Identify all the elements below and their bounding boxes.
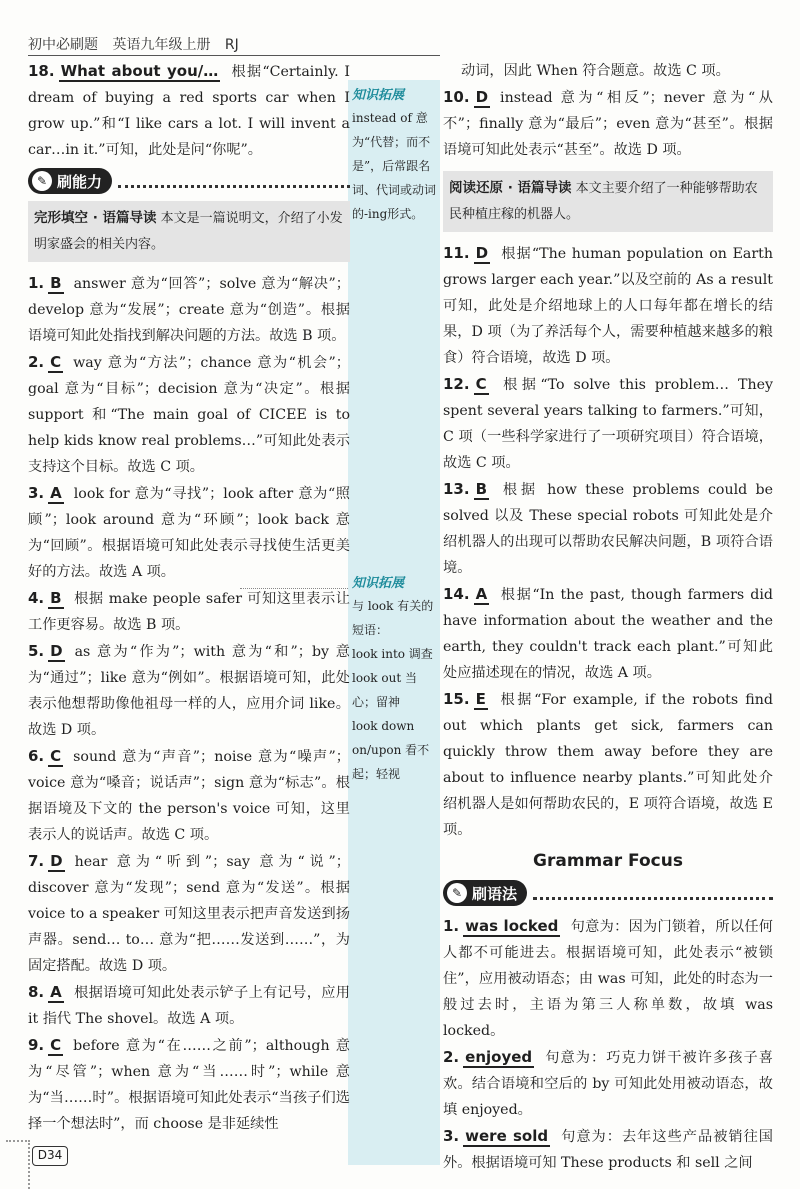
answer-item xyxy=(28,848,350,979)
item-answer: B xyxy=(475,480,488,498)
section-badge xyxy=(28,168,112,194)
item-explanation: 根据“To solve this problem… They spent several years talking to farmers.”可知，C 项（一些科学家进行了一项研究项目）符合语境，故选 C 项。 xyxy=(443,377,773,471)
item-number: 8. xyxy=(28,983,45,1001)
item-number: 14. xyxy=(443,585,470,603)
item-answer: C xyxy=(50,1036,62,1054)
answer-item xyxy=(443,913,773,1044)
item-answer: A xyxy=(50,484,62,502)
pen-icon: ✎ xyxy=(32,171,52,191)
item-explanation: 动词，因此 When 符合题意。故选 C 项。 xyxy=(461,63,730,79)
corner-decoration xyxy=(6,1140,30,1189)
section-label: 刷能力 xyxy=(57,172,103,191)
item-answer: A xyxy=(50,983,62,1001)
grammar-focus-title: Grammar Focus xyxy=(533,851,683,871)
answer-item xyxy=(443,1044,773,1123)
cloze-guide xyxy=(28,201,350,262)
edition-label: RJ xyxy=(224,37,239,53)
answer-item xyxy=(443,476,773,581)
guide-text: 本文主要介绍了一种能够帮助农民种植庄稼的机器人。 xyxy=(449,181,758,222)
item-number: 18. xyxy=(28,62,55,80)
item-number: 2. xyxy=(28,353,45,371)
item-answer: A xyxy=(475,585,488,603)
answer-item xyxy=(28,349,350,480)
answer-item xyxy=(443,1123,773,1176)
answer-item xyxy=(443,686,773,843)
item-number: 1. xyxy=(443,917,460,935)
item-number: 13. xyxy=(443,480,470,498)
guide-label: 阅读还原 · 语篇导读 xyxy=(449,180,572,196)
item-number: 3. xyxy=(28,484,45,502)
guide-label: 完形填空 · 语篇导读 xyxy=(34,210,157,226)
item-answer: C xyxy=(50,353,62,371)
pen-icon: ✎ xyxy=(447,883,467,903)
answer-item xyxy=(28,270,350,349)
tip-line: look into 调查 xyxy=(352,647,433,661)
section-label: 刷语法 xyxy=(472,884,518,903)
tip-text-1: instead of 意为“代替；而不是”，后常跟名词、代词或动词的-ing形式。 xyxy=(352,111,437,221)
item-answer: D xyxy=(50,852,63,870)
answer-item-continued xyxy=(443,58,773,84)
item-explanation: way 意为“方法”；chance 意为“机会”；goal 意为“目标”；decision 意为“决定”。根据 support 和“The main goal of CICEE is to help kids know real problems…”可知此处表示支持这个目标。故选 C 项。 xyxy=(28,355,350,475)
item-answer: C xyxy=(50,747,62,765)
tip-block-1 xyxy=(352,86,440,226)
left-column xyxy=(28,58,350,1137)
item-explanation: as 意为“作为”；with 意为“和”；by 意为“通过”；like 意为“例如”。根据语境可知，此处表示他想帮助像他祖母一样的人，应用介词 like。故选 D 项。 xyxy=(28,644,350,738)
item-answer: B xyxy=(50,589,62,607)
item-number: 5. xyxy=(28,642,45,660)
right-column xyxy=(443,58,773,1176)
answer-item xyxy=(443,240,773,371)
item-explanation: 根据“For example, if the robots find out which plants get sick, farmers can quickly throw them away before they are about to influence nearby plants.”可知此处介绍机器人是如何帮助农民的，E 项符合语境，故选 E 项。 xyxy=(443,692,774,838)
item-answer: E xyxy=(475,690,486,708)
item-explanation: before 意为“在……之前”；although 意为“尽管”；when 意为“当……时”；while 意为“当……时”。根据语境可知此处表示“当孩子们选择一个想法时”，而 choose 是非延续性 xyxy=(28,1038,350,1132)
item-answer: What about you/… xyxy=(60,62,219,80)
item-explanation: 根据语境可知此处表示铲子上有记号，应用 it 指代 The shovel。故选 A 项。 xyxy=(28,985,350,1027)
item-explanation: 根据 how these problems could be solved 以及 These special robots 可知此处是介绍机器人的出现可以帮助农民解决问题，B 项符合语境。 xyxy=(443,482,773,576)
item-explanation: answer 意为“回答”；solve 意为“解决”；develop 意为“发展”；create 意为“创造”。根据语境可知此处指找到解决问题的方法。故选 B 项。 xyxy=(28,276,350,344)
section-heading-ability xyxy=(28,167,350,195)
answer-item xyxy=(28,1032,350,1137)
item-answer: enjoyed xyxy=(465,1048,533,1066)
tip-block-2 xyxy=(352,574,440,786)
item-answer: B xyxy=(50,274,62,292)
tip-line: look down on/upon 看不起；轻视 xyxy=(352,719,430,781)
item-answer: C xyxy=(475,375,487,393)
section-heading-grammar xyxy=(443,879,773,907)
tip-title-1: 知识拓展 xyxy=(352,88,405,103)
tip-line: 与 look 有关的短语： xyxy=(352,599,434,637)
item-number: 6. xyxy=(28,747,45,765)
page-header xyxy=(28,34,249,54)
item-explanation: instead 意为“相反”；never 意为“从不”；finally 意为“最后”；even 意为“甚至”。根据语境可知此处表示“甚至”。故选 D 项。 xyxy=(443,90,773,158)
item-answer: were sold xyxy=(465,1127,549,1145)
item-explanation: 根据“The human population on Earth grows larger each year.”以及空前的 As a result 可知，此处是介绍地球上的人口每年都在增长的结果，D 项（为了养活每个人，需要种植越来越多的粮食）符合语境，故选 D 项。 xyxy=(443,246,773,366)
answer-item xyxy=(28,638,350,743)
section-badge xyxy=(443,880,527,906)
item-explanation: sound 意为“声音”；noise 意为“噪声”；voice 意为“嗓音；说话声”；sign 意为“标志”。根据语境及下文的 the person's voice 可知，这里表示人的说话声。故选 C 项。 xyxy=(28,749,350,843)
item-answer: D xyxy=(50,642,63,660)
item-explanation: 根据“Certainly. I dream of buying a red sports car when I grow up.”和“I like cars a lot. I will invent a car…in it.”可知，此处是问“你呢”。 xyxy=(28,64,350,158)
guide-text: 本文是一篇说明文，介绍了小发明家盛会的相关内容。 xyxy=(34,211,343,252)
item-number: 10. xyxy=(443,88,470,106)
item-number: 4. xyxy=(28,589,45,607)
item-number: 12. xyxy=(443,375,470,393)
dotted-rule xyxy=(118,174,350,188)
item-number: 9. xyxy=(28,1036,45,1054)
tip-title-2: 知识拓展 xyxy=(352,576,405,591)
item-number: 11. xyxy=(443,244,470,262)
item-explanation: look for 意为“寻找”；look after 意为“照顾”；look around 意为“环顾”；look back 意为“回顾”。根据语境可知此处表示寻找使生活更美好的方法。故选 A 项。 xyxy=(28,486,350,580)
reading-guide xyxy=(443,171,773,232)
tip-line: look out 当心；留神 xyxy=(352,671,417,709)
answer-item xyxy=(28,585,350,638)
answer-item xyxy=(28,480,350,585)
item-number: 1. xyxy=(28,274,45,292)
item-explanation: hear 意为“听到”；say 意为“说”；discover 意为“发现”；send 意为“发送”。根据 voice to a speaker 可知这里表示把声音发送到扬声器。send… to… 意为“把……发送到……”，为固定搭配。故选 D 项。 xyxy=(28,854,350,974)
answer-item xyxy=(28,58,350,163)
item-answer: D xyxy=(475,244,489,262)
series-title: 初中必刷题 xyxy=(28,37,98,53)
answer-item xyxy=(443,84,773,163)
item-explanation: 句意为：因为门锁着，所以任何人都不可能进去。根据语境可知，此处表示“被锁住”，应用被动语态；由 was 可知，此处的时态为一般过去时，主语为第三人称单数，故填 was locked。 xyxy=(443,919,773,1039)
answer-item xyxy=(443,371,773,476)
header-rule xyxy=(28,55,440,56)
dotted-rule xyxy=(533,886,773,900)
subject-title: 英语九年级上册 xyxy=(112,37,211,53)
item-explanation: 句意为：去年这些产品被销往国外。根据语境可知 These products 和 sell 之间 xyxy=(443,1129,773,1171)
item-answer: was locked xyxy=(465,917,559,935)
item-explanation: 句意为：巧克力饼干被许多孩子喜欢。结合语境和空后的 by 可知此处用被动语态，故填 enjoyed。 xyxy=(443,1050,773,1118)
item-number: 7. xyxy=(28,852,45,870)
item-explanation: 根据 make people safer 可知这里表示让工作更容易。故选 B 项。 xyxy=(28,591,350,633)
item-number: 15. xyxy=(443,690,470,708)
page-number: D34 xyxy=(32,1146,68,1166)
answer-item xyxy=(28,743,350,848)
item-explanation: 根据“In the past, though farmers did have information about the weather and the earth, they couldn't track each plant.”可知此处应描述现在的情况，故选 A 项。 xyxy=(443,587,773,681)
item-answer: D xyxy=(475,88,489,106)
answer-item xyxy=(443,581,773,686)
item-number: 2. xyxy=(443,1048,460,1066)
item-number: 3. xyxy=(443,1127,460,1145)
answer-item xyxy=(28,979,350,1032)
